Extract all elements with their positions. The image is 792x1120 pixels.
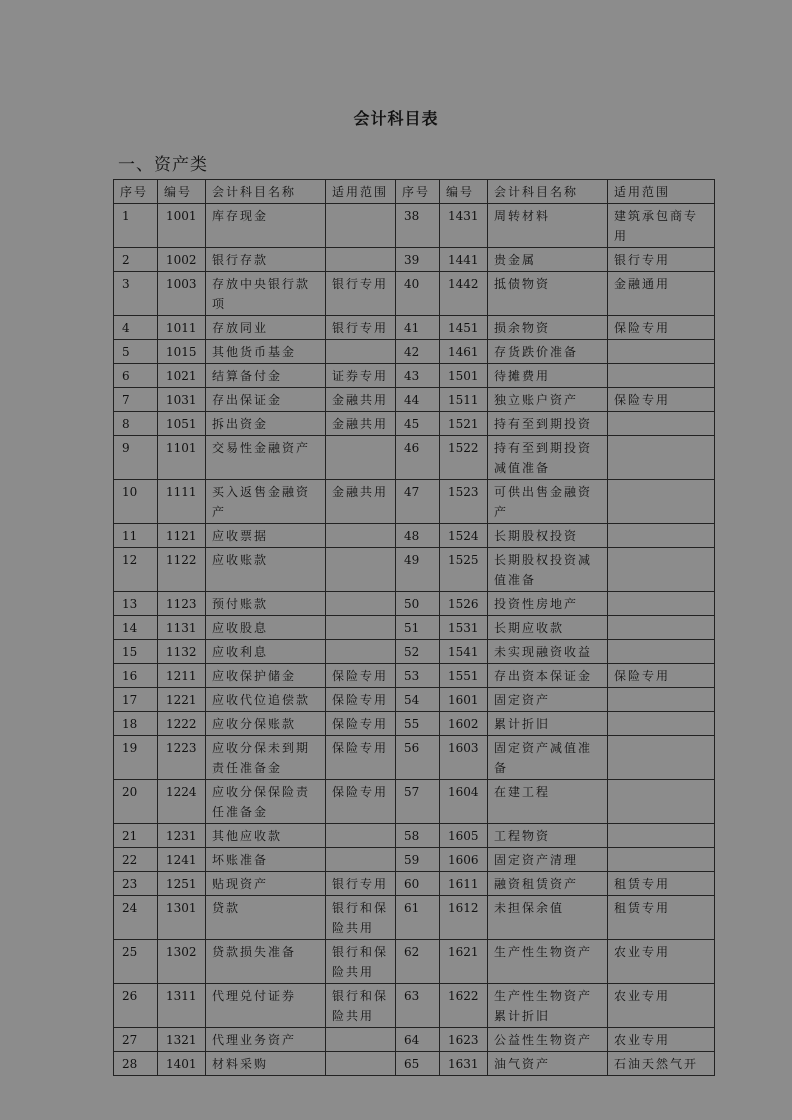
table-row — [114, 736, 715, 780]
cell-right-scope — [608, 436, 715, 480]
cell-left-scope — [326, 1028, 396, 1052]
cell-left-code: 1221 — [158, 688, 206, 712]
cell-left-seq: 26 — [114, 984, 158, 1028]
cell-right-account-name: 持有至到期投资 — [488, 412, 608, 436]
cell-right-code: 1523 — [440, 480, 488, 524]
cell-right-account-name: 投资性房地产 — [488, 592, 608, 616]
cell-left-code: 1003 — [158, 272, 206, 316]
cell-left-code: 1401 — [158, 1052, 206, 1076]
cell-left-seq: 25 — [114, 940, 158, 984]
cell-left-scope: 金融共用 — [326, 412, 396, 436]
header-left-account-name: 会计科目名称 — [206, 180, 326, 204]
cell-left-seq: 1 — [114, 204, 158, 248]
table-row — [114, 248, 715, 272]
cell-left-code: 1002 — [158, 248, 206, 272]
cell-right-code: 1631 — [440, 1052, 488, 1076]
cell-left-scope: 银行专用 — [326, 272, 396, 316]
cell-right-scope — [608, 736, 715, 780]
cell-left-scope — [326, 548, 396, 592]
cell-right-account-name: 在建工程 — [488, 780, 608, 824]
cell-right-account-name: 工程物资 — [488, 824, 608, 848]
table-row — [114, 940, 715, 984]
cell-left-account-name: 拆出资金 — [206, 412, 326, 436]
cell-right-seq: 60 — [396, 872, 440, 896]
cell-right-code: 1603 — [440, 736, 488, 780]
table-row — [114, 204, 715, 248]
table-row — [114, 436, 715, 480]
header-left-seq: 序号 — [114, 180, 158, 204]
cell-left-account-name: 代理业务资产 — [206, 1028, 326, 1052]
cell-left-seq: 5 — [114, 340, 158, 364]
cell-right-scope: 农业专用 — [608, 1028, 715, 1052]
cell-right-seq: 56 — [396, 736, 440, 780]
table-body — [114, 180, 715, 1076]
cell-left-seq: 16 — [114, 664, 158, 688]
cell-left-seq: 20 — [114, 780, 158, 824]
cell-right-scope — [608, 848, 715, 872]
cell-right-account-name: 可供出售金融资产 — [488, 480, 608, 524]
cell-right-scope — [608, 824, 715, 848]
cell-right-scope — [608, 712, 715, 736]
cell-right-account-name: 生产性生物资产累计折旧 — [488, 984, 608, 1028]
table-row — [114, 524, 715, 548]
cell-right-seq: 39 — [396, 248, 440, 272]
cell-left-scope: 银行专用 — [326, 316, 396, 340]
cell-left-account-name: 代理兑付证券 — [206, 984, 326, 1028]
cell-left-seq: 28 — [114, 1052, 158, 1076]
cell-right-scope — [608, 616, 715, 640]
cell-left-account-name: 贷款 — [206, 896, 326, 940]
cell-right-scope: 保险专用 — [608, 664, 715, 688]
cell-right-seq: 55 — [396, 712, 440, 736]
cell-left-account-name: 买入返售金融资产 — [206, 480, 326, 524]
cell-right-scope — [608, 364, 715, 388]
cell-left-scope — [326, 248, 396, 272]
cell-right-code: 1531 — [440, 616, 488, 640]
cell-right-scope — [608, 480, 715, 524]
cell-left-scope: 银行和保险共用 — [326, 896, 396, 940]
cell-left-scope — [326, 436, 396, 480]
table-row — [114, 712, 715, 736]
cell-right-seq: 44 — [396, 388, 440, 412]
cell-right-scope — [608, 548, 715, 592]
cell-left-code: 1251 — [158, 872, 206, 896]
cell-right-scope: 农业专用 — [608, 940, 715, 984]
cell-left-code: 1241 — [158, 848, 206, 872]
cell-right-scope — [608, 780, 715, 824]
cell-left-code: 1222 — [158, 712, 206, 736]
cell-right-scope: 农业专用 — [608, 984, 715, 1028]
cell-right-seq: 53 — [396, 664, 440, 688]
cell-left-code: 1311 — [158, 984, 206, 1028]
cell-left-account-name: 应收股息 — [206, 616, 326, 640]
cell-left-scope: 保险专用 — [326, 664, 396, 688]
table-row — [114, 896, 715, 940]
cell-left-account-name: 应收分保账款 — [206, 712, 326, 736]
cell-left-seq: 8 — [114, 412, 158, 436]
cell-left-account-name: 贴现资产 — [206, 872, 326, 896]
cell-left-code: 1321 — [158, 1028, 206, 1052]
table-row — [114, 480, 715, 524]
cell-left-code: 1111 — [158, 480, 206, 524]
cell-right-code: 1623 — [440, 1028, 488, 1052]
cell-left-account-name: 银行存款 — [206, 248, 326, 272]
cell-left-code: 1231 — [158, 824, 206, 848]
cell-left-scope: 保险专用 — [326, 712, 396, 736]
table-row — [114, 340, 715, 364]
cell-right-code: 1524 — [440, 524, 488, 548]
cell-left-code: 1211 — [158, 664, 206, 688]
cell-right-seq: 46 — [396, 436, 440, 480]
cell-left-account-name: 贷款损失准备 — [206, 940, 326, 984]
cell-right-scope: 金融通用 — [608, 272, 715, 316]
cell-right-account-name: 未实现融资收益 — [488, 640, 608, 664]
cell-left-seq: 13 — [114, 592, 158, 616]
cell-left-seq: 12 — [114, 548, 158, 592]
cell-right-code: 1525 — [440, 548, 488, 592]
cell-left-account-name: 应收分保保险责任准备金 — [206, 780, 326, 824]
cell-left-account-name: 其他应收款 — [206, 824, 326, 848]
cell-left-code: 1121 — [158, 524, 206, 548]
cell-left-seq: 10 — [114, 480, 158, 524]
cell-left-code: 1122 — [158, 548, 206, 592]
table-row — [114, 1052, 715, 1076]
cell-left-code: 1302 — [158, 940, 206, 984]
cell-left-code: 1011 — [158, 316, 206, 340]
cell-left-scope: 金融共用 — [326, 480, 396, 524]
table-row — [114, 664, 715, 688]
cell-right-code: 1521 — [440, 412, 488, 436]
cell-left-seq: 9 — [114, 436, 158, 480]
cell-right-code: 1461 — [440, 340, 488, 364]
table-row — [114, 848, 715, 872]
cell-right-seq: 63 — [396, 984, 440, 1028]
cell-left-scope — [326, 204, 396, 248]
cell-right-seq: 57 — [396, 780, 440, 824]
cell-left-account-name: 交易性金融资产 — [206, 436, 326, 480]
cell-left-scope: 证券专用 — [326, 364, 396, 388]
table-row — [114, 872, 715, 896]
cell-right-scope: 石油天然气开 — [608, 1052, 715, 1076]
page-title: 会计科目表 — [353, 109, 439, 128]
cell-left-seq: 19 — [114, 736, 158, 780]
cell-left-code: 1131 — [158, 616, 206, 640]
header-left-code: 编号 — [158, 180, 206, 204]
cell-right-scope — [608, 524, 715, 548]
cell-left-scope — [326, 640, 396, 664]
cell-right-code: 1551 — [440, 664, 488, 688]
cell-right-account-name: 长期股权投资 — [488, 524, 608, 548]
cell-right-seq: 47 — [396, 480, 440, 524]
cell-right-seq: 38 — [396, 204, 440, 248]
cell-left-code: 1223 — [158, 736, 206, 780]
cell-right-code: 1526 — [440, 592, 488, 616]
cell-left-seq: 6 — [114, 364, 158, 388]
cell-left-seq: 17 — [114, 688, 158, 712]
cell-right-scope: 建筑承包商专用 — [608, 204, 715, 248]
cell-left-scope — [326, 616, 396, 640]
cell-left-account-name: 库存现金 — [206, 204, 326, 248]
cell-right-account-name: 贵金属 — [488, 248, 608, 272]
cell-right-scope: 保险专用 — [608, 388, 715, 412]
cell-right-scope: 保险专用 — [608, 316, 715, 340]
table-row — [114, 272, 715, 316]
table-row — [114, 616, 715, 640]
cell-left-scope: 保险专用 — [326, 780, 396, 824]
cell-right-seq: 42 — [396, 340, 440, 364]
cell-right-code: 1612 — [440, 896, 488, 940]
cell-left-scope — [326, 524, 396, 548]
cell-left-seq: 3 — [114, 272, 158, 316]
cell-left-code: 1051 — [158, 412, 206, 436]
cell-left-scope: 保险专用 — [326, 688, 396, 712]
table-row — [114, 1028, 715, 1052]
cell-right-code: 1605 — [440, 824, 488, 848]
cell-right-seq: 64 — [396, 1028, 440, 1052]
cell-right-account-name: 固定资产清理 — [488, 848, 608, 872]
cell-left-seq: 14 — [114, 616, 158, 640]
cell-left-scope — [326, 848, 396, 872]
cell-right-code: 1451 — [440, 316, 488, 340]
cell-left-account-name: 应收利息 — [206, 640, 326, 664]
accounts-table — [113, 179, 715, 1076]
table-row — [114, 688, 715, 712]
cell-left-seq: 4 — [114, 316, 158, 340]
cell-right-code: 1501 — [440, 364, 488, 388]
cell-left-account-name: 预付账款 — [206, 592, 326, 616]
cell-right-account-name: 融资租赁资产 — [488, 872, 608, 896]
cell-right-seq: 58 — [396, 824, 440, 848]
cell-right-seq: 49 — [396, 548, 440, 592]
cell-right-account-name: 长期股权投资减值准备 — [488, 548, 608, 592]
table-row — [114, 548, 715, 592]
cell-left-account-name: 存放中央银行款项 — [206, 272, 326, 316]
cell-left-scope: 银行专用 — [326, 872, 396, 896]
header-right-code: 编号 — [440, 180, 488, 204]
cell-right-code: 1622 — [440, 984, 488, 1028]
cell-right-seq: 52 — [396, 640, 440, 664]
cell-left-account-name: 应收分保未到期责任准备金 — [206, 736, 326, 780]
cell-right-code: 1611 — [440, 872, 488, 896]
cell-left-account-name: 应收票据 — [206, 524, 326, 548]
cell-right-seq: 43 — [396, 364, 440, 388]
cell-left-seq: 7 — [114, 388, 158, 412]
cell-right-account-name: 抵债物资 — [488, 272, 608, 316]
cell-left-account-name: 存放同业 — [206, 316, 326, 340]
cell-right-code: 1511 — [440, 388, 488, 412]
cell-left-scope — [326, 592, 396, 616]
cell-left-seq: 2 — [114, 248, 158, 272]
header-left-scope: 适用范围 — [326, 180, 396, 204]
cell-right-code: 1431 — [440, 204, 488, 248]
cell-left-seq: 18 — [114, 712, 158, 736]
section-heading: 一、资产类 — [118, 155, 208, 175]
cell-left-account-name: 应收保护储金 — [206, 664, 326, 688]
cell-right-account-name: 油气资产 — [488, 1052, 608, 1076]
table-row — [114, 640, 715, 664]
cell-left-seq: 23 — [114, 872, 158, 896]
cell-right-scope — [608, 592, 715, 616]
cell-right-scope — [608, 640, 715, 664]
cell-left-code: 1031 — [158, 388, 206, 412]
cell-left-code: 1101 — [158, 436, 206, 480]
cell-right-code: 1541 — [440, 640, 488, 664]
cell-left-account-name: 材料采购 — [206, 1052, 326, 1076]
cell-left-seq: 15 — [114, 640, 158, 664]
cell-right-account-name: 周转材料 — [488, 204, 608, 248]
cell-right-account-name: 待摊费用 — [488, 364, 608, 388]
cell-left-scope: 银行和保险共用 — [326, 940, 396, 984]
cell-right-seq: 59 — [396, 848, 440, 872]
cell-left-scope — [326, 1052, 396, 1076]
cell-right-scope: 租赁专用 — [608, 896, 715, 940]
cell-right-account-name: 累计折旧 — [488, 712, 608, 736]
cell-right-account-name: 持有至到期投资减值准备 — [488, 436, 608, 480]
cell-right-scope — [608, 340, 715, 364]
cell-left-seq: 21 — [114, 824, 158, 848]
cell-right-seq: 41 — [396, 316, 440, 340]
cell-right-seq: 48 — [396, 524, 440, 548]
header-right-account-name: 会计科目名称 — [488, 180, 608, 204]
cell-right-seq: 65 — [396, 1052, 440, 1076]
cell-left-account-name: 其他货币基金 — [206, 340, 326, 364]
cell-left-code: 1021 — [158, 364, 206, 388]
table-row — [114, 824, 715, 848]
cell-right-code: 1606 — [440, 848, 488, 872]
cell-left-code: 1301 — [158, 896, 206, 940]
header-right-scope: 适用范围 — [608, 180, 715, 204]
cell-right-code: 1602 — [440, 712, 488, 736]
cell-left-account-name: 结算备付金 — [206, 364, 326, 388]
cell-right-seq: 51 — [396, 616, 440, 640]
cell-right-scope — [608, 688, 715, 712]
cell-left-code: 1224 — [158, 780, 206, 824]
table-row — [114, 364, 715, 388]
cell-left-scope: 金融共用 — [326, 388, 396, 412]
cell-left-scope: 银行和保险共用 — [326, 984, 396, 1028]
cell-right-account-name: 生产性生物资产 — [488, 940, 608, 984]
cell-left-scope — [326, 824, 396, 848]
cell-left-account-name: 应收账款 — [206, 548, 326, 592]
cell-right-code: 1441 — [440, 248, 488, 272]
cell-left-account-name: 应收代位追偿款 — [206, 688, 326, 712]
cell-right-account-name: 固定资产 — [488, 688, 608, 712]
cell-right-account-name: 未担保余值 — [488, 896, 608, 940]
cell-right-seq: 50 — [396, 592, 440, 616]
cell-left-scope: 保险专用 — [326, 736, 396, 780]
cell-right-scope: 租赁专用 — [608, 872, 715, 896]
table-row — [114, 388, 715, 412]
cell-right-code: 1621 — [440, 940, 488, 984]
cell-right-seq: 61 — [396, 896, 440, 940]
cell-left-code: 1015 — [158, 340, 206, 364]
cell-right-code: 1442 — [440, 272, 488, 316]
table-row — [114, 316, 715, 340]
cell-right-code: 1604 — [440, 780, 488, 824]
cell-left-account-name: 存出保证金 — [206, 388, 326, 412]
cell-left-code: 1123 — [158, 592, 206, 616]
cell-right-account-name: 独立账户资产 — [488, 388, 608, 412]
table-row — [114, 780, 715, 824]
cell-right-code: 1601 — [440, 688, 488, 712]
cell-left-account-name: 坏账准备 — [206, 848, 326, 872]
cell-left-seq: 11 — [114, 524, 158, 548]
cell-right-account-name: 存货跌价准备 — [488, 340, 608, 364]
cell-left-seq: 22 — [114, 848, 158, 872]
cell-right-seq: 54 — [396, 688, 440, 712]
cell-right-account-name: 损余物资 — [488, 316, 608, 340]
cell-left-seq: 27 — [114, 1028, 158, 1052]
table-header-row — [114, 180, 715, 204]
cell-left-code: 1001 — [158, 204, 206, 248]
cell-right-scope: 银行专用 — [608, 248, 715, 272]
table-row — [114, 984, 715, 1028]
cell-left-scope — [326, 340, 396, 364]
table-row — [114, 412, 715, 436]
cell-right-account-name: 公益性生物资产 — [488, 1028, 608, 1052]
cell-right-scope — [608, 412, 715, 436]
cell-right-account-name: 存出资本保证金 — [488, 664, 608, 688]
cell-right-account-name: 长期应收款 — [488, 616, 608, 640]
cell-right-code: 1522 — [440, 436, 488, 480]
cell-left-seq: 24 — [114, 896, 158, 940]
cell-left-code: 1132 — [158, 640, 206, 664]
cell-right-seq: 45 — [396, 412, 440, 436]
cell-right-seq: 40 — [396, 272, 440, 316]
table-row — [114, 592, 715, 616]
cell-right-account-name: 固定资产减值准备 — [488, 736, 608, 780]
cell-right-seq: 62 — [396, 940, 440, 984]
header-right-seq: 序号 — [396, 180, 440, 204]
